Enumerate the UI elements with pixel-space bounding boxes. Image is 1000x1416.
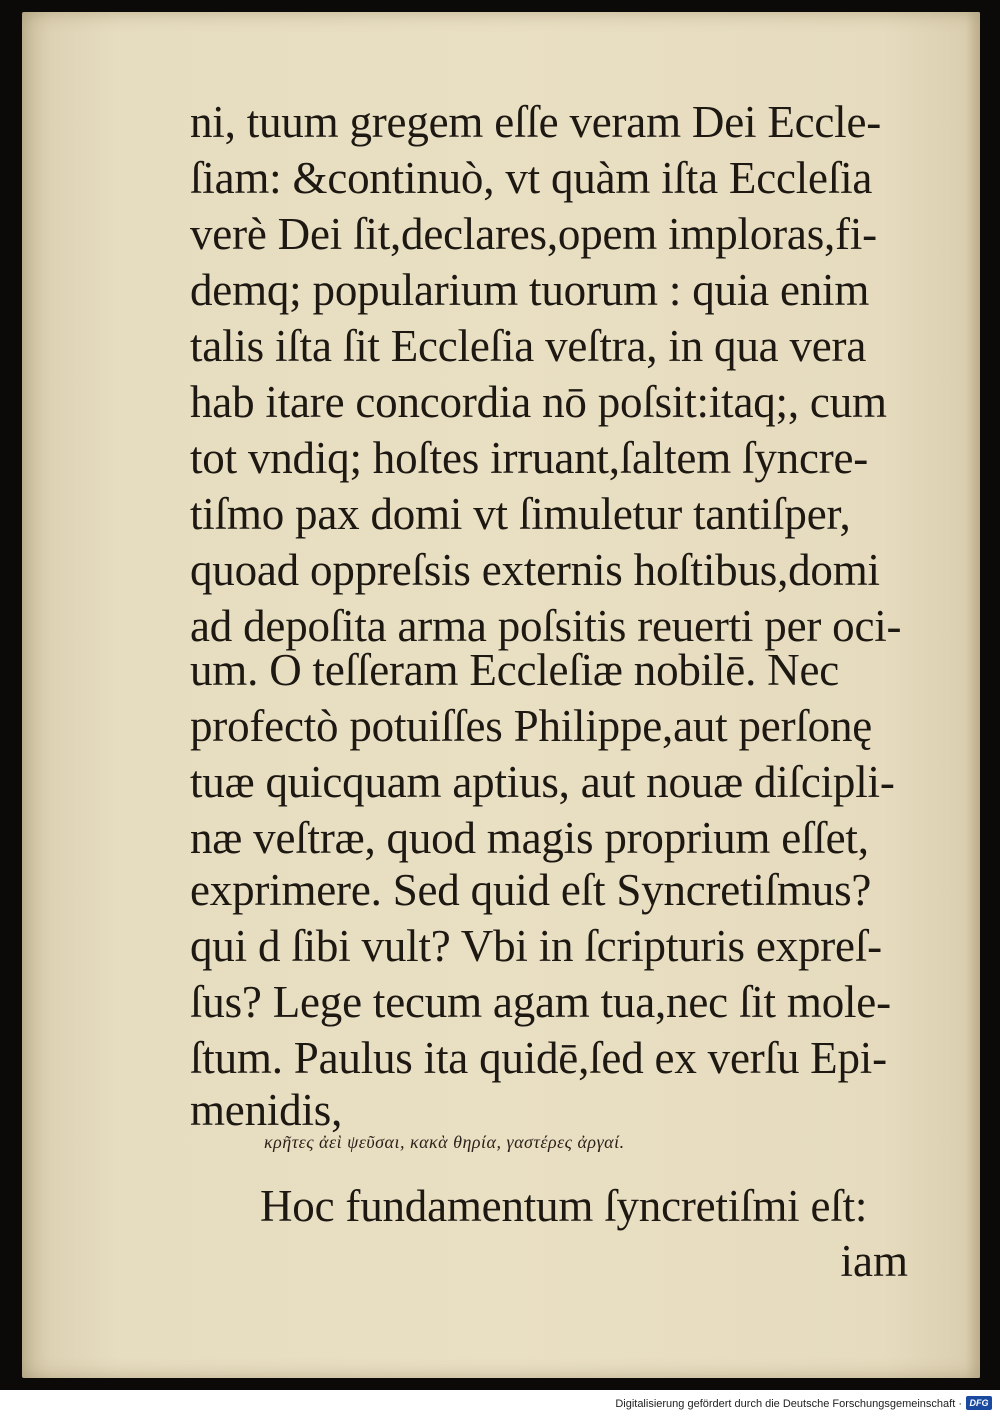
- text-line: talis iſta ſit Eccleſia veſtra, in qua vera: [190, 321, 867, 371]
- text-line: Hoc fundamentum ſyncretiſmi eſt:: [260, 1181, 868, 1231]
- greek-quotation: κρῆτες ἀεὶ ψεῦσαι, κακὰ θηρία, γαστέρες ἀργαί.: [264, 1132, 625, 1152]
- text-line: hab itare concordia nō poſsit:itaq;, cum: [190, 377, 887, 427]
- text-line: qui d ſibi vult? Vbi in ſcripturis expreſ-: [190, 921, 882, 971]
- text-line: exprimere. Sed quid eſt Syncretiſmus?: [190, 865, 872, 915]
- funding-credit: Digitalisierung gefördert durch die Deutsche Forschungsgemeinschaft ·: [615, 1398, 962, 1410]
- text-line: ſus? Lege tecum agam tua,nec ſit mole-: [190, 977, 891, 1027]
- page-text: [22, 12, 980, 1378]
- text-line: menidis,: [190, 1085, 343, 1135]
- text-line: quoad oppreſsis externis hoſtibus,domi: [190, 545, 880, 595]
- text-line: tiſmo pax domi vt ſimuletur tantiſper,: [190, 489, 851, 539]
- dfg-logo-icon: DFG: [966, 1396, 992, 1410]
- text-line: demq; popularium tuorum : quia enim: [190, 265, 870, 315]
- text-line: tot vndiq; hoſtes irruant,ſaltem ſyncre-: [190, 433, 869, 483]
- text-line: ni, tuum gregem eſſe veram Dei Eccle-: [190, 97, 882, 147]
- text-line: profectò potuiſſes Philippe,aut perſonę: [190, 701, 873, 751]
- text-line: ſiam: &continuò, vt quàm iſta Eccleſia: [190, 153, 873, 203]
- text-line: tuæ quicquam aptius, aut nouæ diſcipli-: [190, 757, 895, 807]
- text-line: verè Dei ſit,declares,opem imploras,fi-: [190, 209, 877, 259]
- catchword: iam: [840, 1236, 908, 1286]
- text-line: næ veſtræ, quod magis proprium eſſet,: [190, 813, 869, 863]
- footer-bar: [0, 1390, 1000, 1416]
- text-line: ſtum. Paulus ita quidē,ſed ex verſu Epi-: [190, 1033, 887, 1083]
- text-line: ad depoſita arma poſsitis reuerti per oci-: [190, 601, 902, 651]
- book-page: [22, 12, 980, 1378]
- text-line: um. O teſſeram Eccleſiæ nobilē. Nec: [190, 645, 840, 695]
